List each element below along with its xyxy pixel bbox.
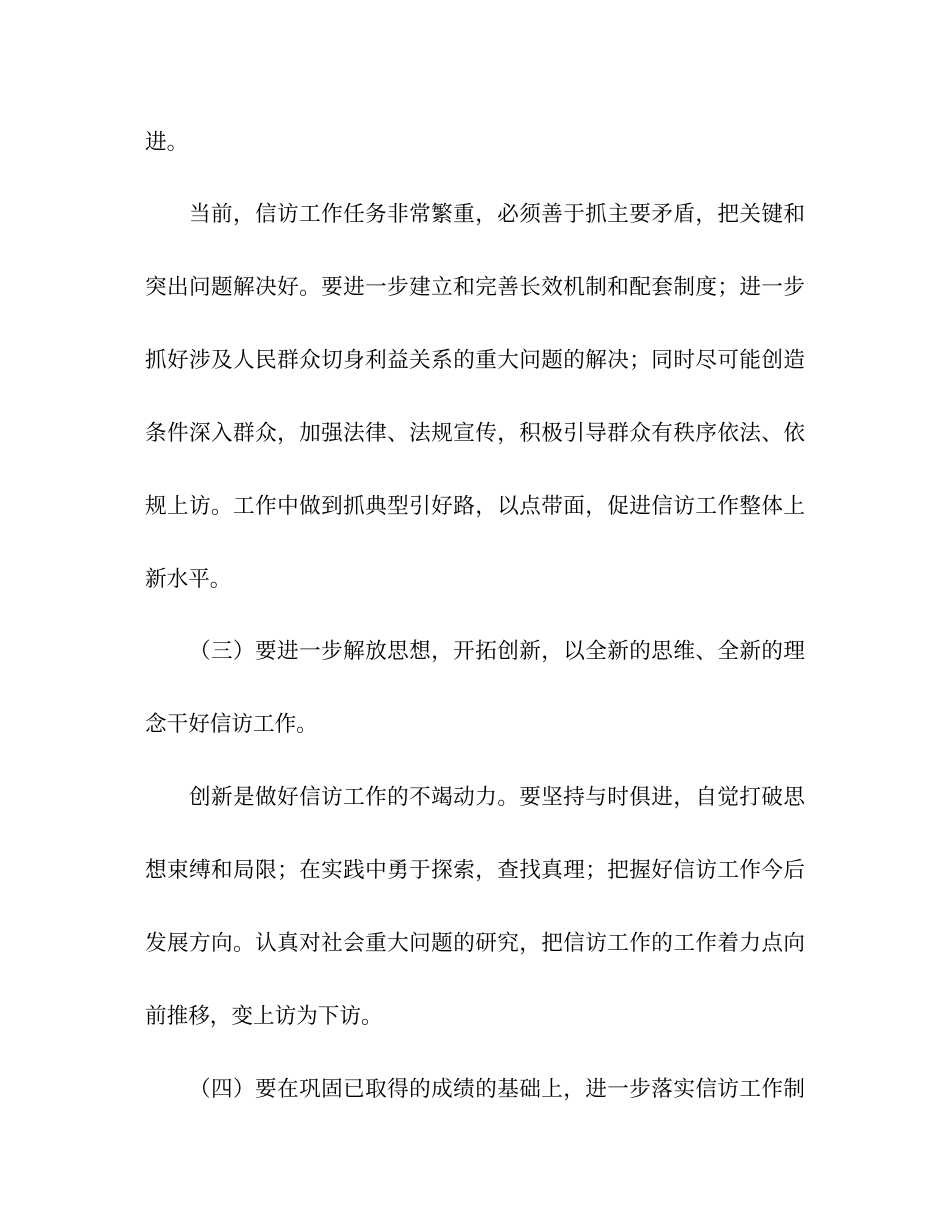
text-line: 抓好涉及人民群众切身利益关系的重大问题的解决；同时尽可能创造 bbox=[145, 348, 805, 373]
text-line: 念干好信访工作。 bbox=[145, 712, 318, 737]
text-line: （三）要进一步解放思想，开拓创新，以全新的思维、全新的理 bbox=[189, 639, 805, 664]
text-line: 当前，信访工作任务非常繁重，必须善于抓主要矛盾，把关键和 bbox=[189, 202, 805, 227]
text-line: 发展方向。认真对社会重大问题的研究，把信访工作的工作着力点向 bbox=[145, 931, 805, 956]
text-line: 创新是做好信访工作的不竭动力。要坚持与时俱进，自觉打破思 bbox=[189, 785, 805, 810]
text-line: 条件深入群众，加强法律、法规宣传，积极引导群众有秩序依法、依 bbox=[145, 421, 805, 446]
text-line: 前推移，变上访为下访。 bbox=[145, 1004, 383, 1029]
text-line: 进。 bbox=[145, 130, 189, 155]
text-line: 突出问题解决好。要进一步建立和完善长效机制和配套制度；进一步 bbox=[145, 275, 805, 300]
text-line: 规上访。工作中做到抓典型引好路，以点带面，促进信访工作整体上 bbox=[145, 494, 805, 519]
text-line: 想束缚和局限；在实践中勇于探索，查找真理；把握好信访工作今后 bbox=[145, 858, 805, 883]
text-line: 新水平。 bbox=[145, 567, 232, 592]
text-line: （四）要在巩固已取得的成绩的基础上，进一步落实信访工作制 bbox=[189, 1077, 805, 1102]
